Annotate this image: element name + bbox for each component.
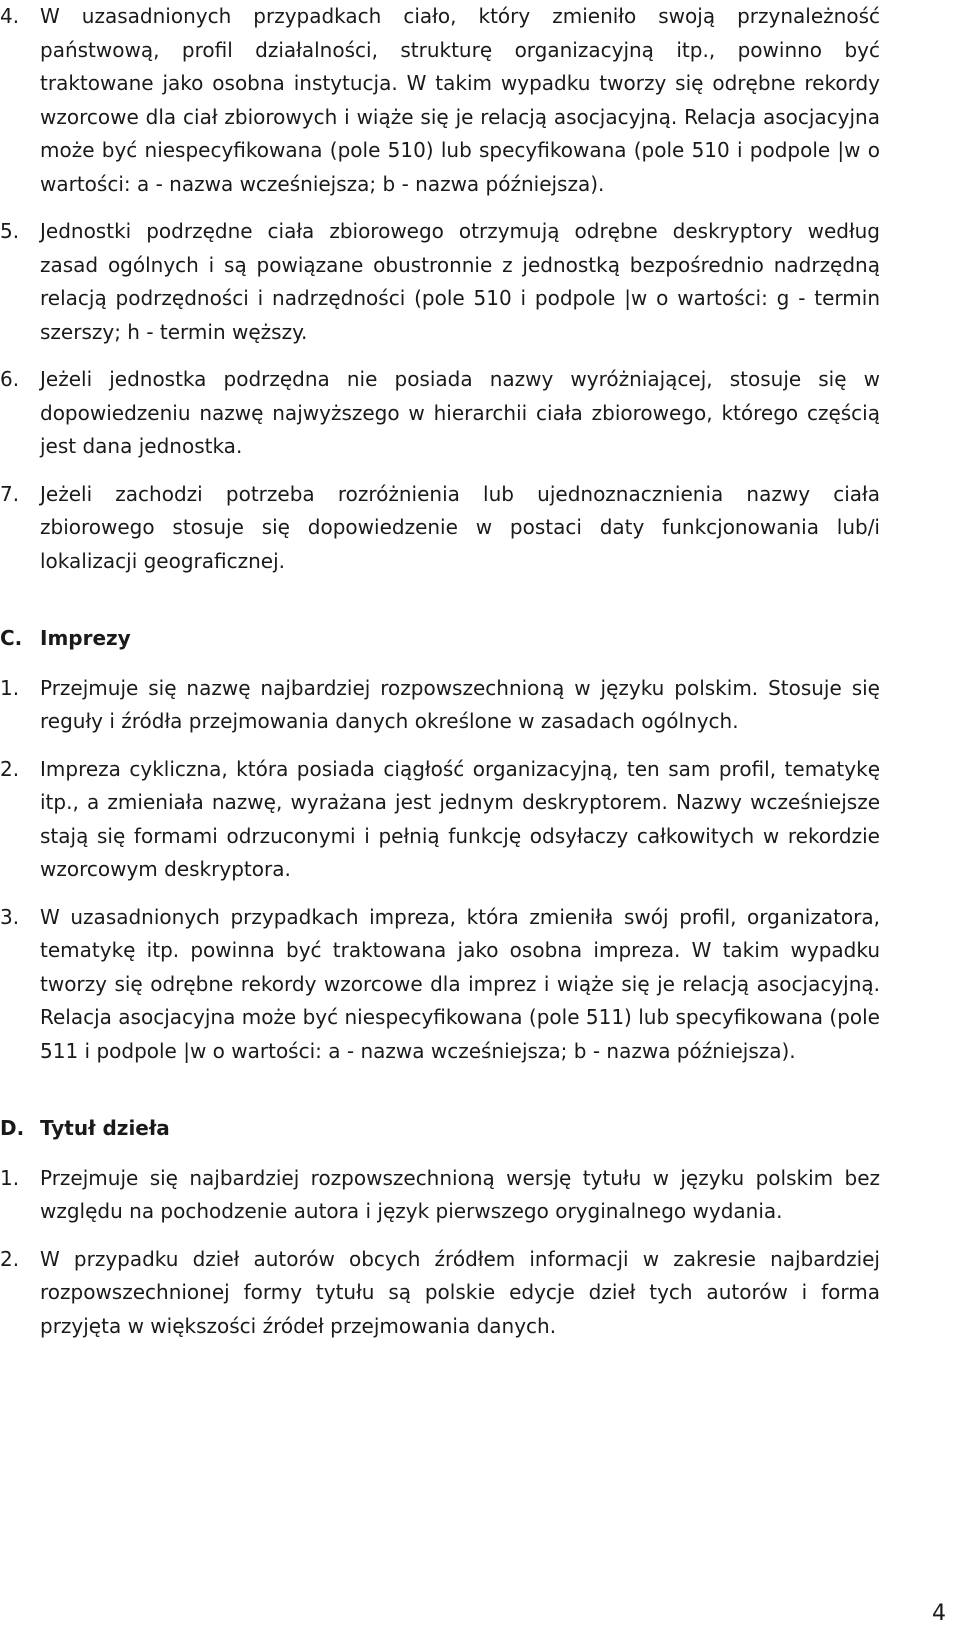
- list-item: [0, 1162, 880, 1229]
- item-number: 2.: [0, 756, 20, 781]
- section-title: Imprezy: [40, 626, 131, 650]
- section-heading-imprezy: [0, 622, 880, 656]
- list-item: [0, 753, 880, 887]
- section-letter: D.: [0, 1116, 25, 1140]
- item-text: Impreza cykliczna, która posiada ciągłość organizacyjną, ten sam profil, tematykę itp., a zmieniała nazwę, wyrażana jest jednym deskryptorem. Nazwy wcześniejsze stają się formami odrzuconymi i pełnią funkcję odsyłaczy całkowitych w rekordzie wzorcowym deskryptora.: [40, 756, 880, 881]
- item-number: 3.: [0, 904, 20, 929]
- section-title: Tytuł dzieła: [40, 1116, 170, 1140]
- item-number: 5.: [0, 219, 20, 243]
- list-item: [0, 901, 880, 1069]
- list-item: [0, 363, 880, 464]
- item-text: Jeżeli jednostka podrzędna nie posiada nazwy wyróżniającej, stosuje się w dopowiedzeniu nazwę najwyższego w hierarchii ciała zbiorowego, którego częścią jest dana jednostka.: [40, 367, 880, 458]
- item-number: 1.: [0, 675, 20, 700]
- item-text: Jeżeli zachodzi potrzeba rozróżnienia lub ujednoznacznienia nazwy ciała zbiorowego stosuje się dopowiedzenie w postaci daty funkcjonowania lub/i lokalizacji geograficznej.: [40, 481, 880, 573]
- item-text: Jednostki podrzędne ciała zbiorowego otrzymują odrębne deskryptory według zasad ogólnych i są powiązane obustronnie z jednostką bezpośrednio nadrzędną relacją podrzędności i nadrzędności (pole 510 i podpole |w o wartości: g - termin szerszy; h - termin węższy.: [40, 219, 880, 344]
- page-number: 4: [932, 1601, 946, 1626]
- item-number: 7.: [0, 481, 20, 506]
- list-item: [0, 478, 880, 579]
- item-text: W uzasadnionych przypadkach impreza, która zmieniła swój profil, organizatora, tematykę itp. powinna być traktowana jako osobna impreza. W takim wypadku tworzy się odrębne rekordy wzorcowe dla imprez i wiąże się je relacją asocjacyjną. Relacja asocjacyjna może być niespecyfikowana (pole 511) lub specyfikowana (pole 511 i podpole |w o wartości: a - nazwa wcześniejsza; b - nazwa późniejsza).: [40, 904, 880, 1063]
- item-text: W uzasadnionych przypadkach ciało, który zmieniło swoją przynależność państwową, profil działalności, strukturę organizacyjną itp., powinno być traktowane jako osobna instytucja. W takim wypadku tworzy się odrębne rekordy wzorcowe dla ciał zbiorowych i wiąże się je relacją asocjacyjną. Relacja asocjacyjna może być niespecyfikowana (pole 510) lub specyfikowana (pole 510 i podpole |w o wartości: a - nazwa wcześniejsza; b - nazwa późniejsza).: [40, 4, 880, 196]
- list-item: [0, 1243, 880, 1344]
- item-text: Przejmuje się najbardziej rozpowszechnioną wersję tytułu w języku polskim bez względu na pochodzenie autora i język pierwszego oryginalnego wydania.: [40, 1165, 880, 1223]
- section-letter: C.: [0, 626, 23, 650]
- item-number: 6.: [0, 367, 20, 391]
- section-heading-tytul-dziela: [0, 1112, 880, 1146]
- item-number: 2.: [0, 1246, 20, 1271]
- item-number: 1.: [0, 1165, 20, 1190]
- list-item: [0, 0, 880, 201]
- list-item: [0, 672, 880, 739]
- item-number: 4.: [0, 4, 20, 28]
- item-text: W przypadku dzieł autorów obcych źródłem informacji w zakresie najbardziej rozpowszechnionej formy tytułu są polskie edycje dzieł tych autorów i forma przyjęta w większości źródeł przejmowania danych.: [40, 1246, 880, 1338]
- item-text: Przejmuje się nazwę najbardziej rozpowszechnioną w języku polskim. Stosuje się reguły i źródła przejmowania danych określone w zasadach ogólnych.: [40, 675, 880, 733]
- list-item: [0, 215, 880, 349]
